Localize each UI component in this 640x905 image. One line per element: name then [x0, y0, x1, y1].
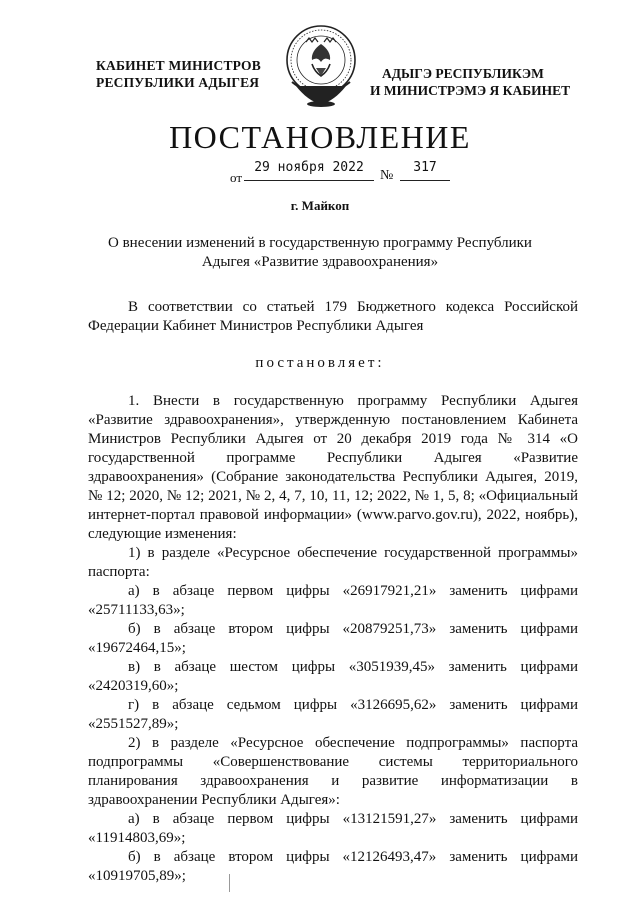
paragraph-sub-1-b: б) в абзаце втором цифры «20879251,73» заменить цифрами «19672464,15»; [88, 621, 578, 656]
paragraph-sub-1-v: в) в абзаце шестом цифры «3051939,45» заменить цифрами «2420319,60»; [88, 659, 578, 694]
document-title: ПОСТАНОВЛЕНИЕ [169, 119, 471, 155]
issuer-line-1: АДЫГЭ РЕСПУБЛИКЭМ [382, 66, 544, 81]
city: г. Майкоп [290, 198, 350, 213]
document-date: 29 ноября 2022 [244, 160, 374, 181]
issuer-name-adyghe [370, 65, 585, 99]
body-text [88, 392, 578, 886]
issuer-line-2: РЕСПУБЛИКИ АДЫГЕЯ [96, 75, 260, 90]
document-subject: О внесении изменений в государственную программу Республики Адыгея «Развитие здравоохранения» [108, 235, 532, 270]
paragraph-sub-2-b: б) в абзаце втором цифры «12126493,47» заменить цифрами «10919705,89»; [88, 849, 578, 884]
intro-paragraph: В соответствии со статьей 179 Бюджетного кодекса Российской Федерации Кабинет Министров Республики Адыгея [88, 299, 578, 334]
paragraph-sub-1-a: а) в абзаце первом цифры «26917921,21» заменить цифрами «25711133,63»; [88, 583, 578, 618]
issuer-line-2: И МИНИСТРЭМЭ Я КАБИНЕТ [370, 83, 571, 98]
issuer-name-russian [96, 57, 276, 91]
date-number-line [230, 160, 450, 186]
date-prefix: от [230, 170, 243, 185]
paragraph-sub-1-g: г) в абзаце седьмом цифры «3126695,62» заменить цифрами «2551527,89»; [88, 697, 578, 732]
paragraph-sub-1: 1) в разделе «Ресурсное обеспечение государственной программы» паспорта: [88, 545, 578, 580]
paragraph-sub-2: 2) в разделе «Ресурсное обеспечение подпрограммы» паспорта подпрограммы «Совершенствование системы территориального планирования здравоохранения и развитие информатизации в здравоохранении Республики Адыгея»: [88, 735, 578, 808]
decree-word: постановляет: [255, 355, 385, 371]
scan-mark [229, 874, 230, 892]
coat-of-arms-emblem-icon [282, 22, 360, 110]
paragraph-item-1: 1. Внести в государственную программу Республики Адыгея «Развитие здравоохранения», утвержденную постановлением Кабинета Министров Республики Адыгея от 20 декабря 2019 года № 314 «О государственной программе Республики Адыгея «Развитие здравоохранения» (Собрание законодательства Республики Адыгея, 2019, № 12; 2020, № 12; 2021, № 2, 4, 7, 10, 11, 12; 2022, № 1, 5, 8; «Официальный интернет-портал правовой информации» (www.parvo.gov.ru), 2022, ноябрь), следующие изменения: [88, 393, 578, 542]
document-number: 317 [400, 160, 450, 181]
issuer-line-1: КАБИНЕТ МИНИСТРОВ [96, 58, 261, 73]
paragraph-sub-2-a: а) в абзаце первом цифры «13121591,27» заменить цифрами «11914803,69»; [88, 811, 578, 846]
number-sign: № [380, 168, 394, 183]
